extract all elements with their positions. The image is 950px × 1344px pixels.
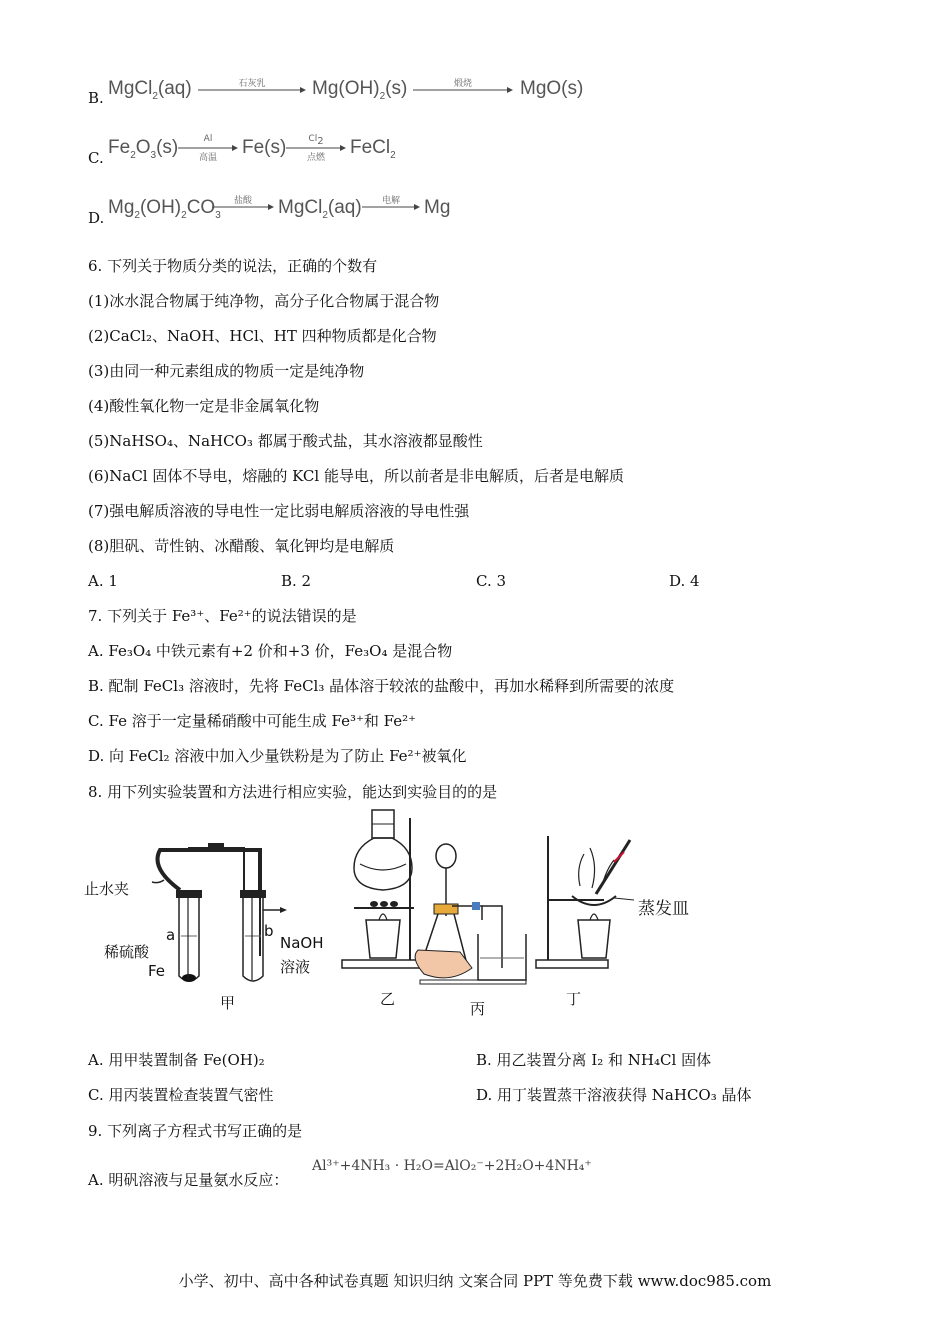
question-stem: 7. 下列关于 Fe³⁺、Fe²⁺的说法错误的是 [88, 607, 357, 625]
question-stem: 6. 下列关于物质分类的说法，正确的个数有 [88, 257, 378, 275]
choice-a[interactable]: A. 用甲装置制备 Fe(OH)₂ [88, 1051, 265, 1069]
product-mgcl2-aq: MgCl$_2$(aq) [278, 197, 362, 221]
arrow-al: Al 高温 [178, 136, 238, 162]
caption-jia: 甲 [220, 994, 236, 1012]
page-footer: 小学、初中、高中各种试卷真题 知识归纳 文案合同 PPT 等免费下载 www.doc985.com [178, 1272, 772, 1290]
product-mgo: MgO(s) [520, 78, 584, 99]
choice-a[interactable]: A. Fe₃O₄ 中铁元素有+2 价和+3 价，Fe₃O₄ 是混合物 [88, 642, 453, 660]
option-label-c: C. [88, 149, 104, 167]
choice-d[interactable]: D. 4 [669, 572, 700, 590]
label-fe: Fe [148, 962, 166, 980]
label-a: a [166, 926, 176, 944]
label-dilute-acid: 稀硫酸 [104, 943, 150, 961]
choice-d[interactable]: D. 用丁装置蒸干溶液获得 NaHCO₃ 晶体 [476, 1086, 752, 1104]
label-naoh: NaOH [280, 934, 324, 952]
arrow-cl2: $Cl_2$ 点燃 [286, 136, 346, 162]
statement-item: (8)胆矾、苛性钠、冰醋酸、氧化钾均是电解质 [88, 537, 395, 555]
statement-item: (7)强电解质溶液的导电性一定比弱电解质溶液的导电性强 [88, 502, 470, 520]
statement-item: (5)NaHSO₄、NaHCO₃ 都属于酸式盐，其水溶液都显酸性 [88, 432, 483, 450]
product-mg: Mg [424, 197, 451, 218]
arrow-calcine: 煅烧 [413, 80, 513, 100]
label-b: b [264, 922, 274, 940]
reactant-mgcl2: MgCl$_2$(aq) [108, 78, 192, 102]
question-stem: 9. 下列离子方程式书写正确的是 [88, 1122, 303, 1140]
label-clamp: 止水夹 [84, 880, 130, 898]
statement-item: (2)CaCl₂、NaOH、HCl、HT 四种物质都是化合物 [88, 327, 437, 345]
caption-yi: 乙 [380, 990, 396, 1008]
option-label-d: D. [88, 209, 105, 227]
product-mgoh2: $Mg(OH)_2(s)$ [312, 78, 408, 102]
label-evaporating-dish: 蒸发皿 [638, 899, 689, 919]
question-stem: 8. 用下列实验装置和方法进行相应实验，能达到实验目的的是 [88, 783, 498, 801]
statement-item: (3)由同一种元素组成的物质一定是纯净物 [88, 362, 365, 380]
label-solution: 溶液 [280, 958, 311, 976]
statement-item: (4)酸性氧化物一定是非金属氧化物 [88, 397, 320, 415]
apparatus-drawing [84, 808, 724, 1020]
ionic-equation: Al³⁺+4NH₃ · H₂O=AlO₂⁻+2H₂O+4NH₄⁺ [312, 1158, 592, 1174]
choice-a[interactable]: A. 明矾溶液与足量氨水反应： [88, 1171, 289, 1189]
arrow-lime: 石灰乳 [198, 80, 306, 100]
choice-c[interactable]: C. 用丙装置检查装置气密性 [88, 1086, 274, 1104]
product-fecl2: FeCl$_2$ [350, 137, 396, 161]
arrow-electrolysis: 电解 [362, 197, 420, 217]
statement-item: (6)NaCl 固体不导电，熔融的 KCl 能导电，所以前者是非电解质，后者是电解质 [88, 467, 624, 485]
caption-ding: 丁 [566, 990, 582, 1008]
choice-b[interactable]: B. 配制 FeCl₃ 溶液时，先将 FeCl₃ 晶体溶于较浓的盐酸中，再加水稀释到所需要的浓度 [88, 677, 675, 695]
arrow-hcl: 盐酸 [212, 197, 274, 217]
choice-a[interactable]: A. 1 [88, 572, 118, 590]
choice-c[interactable]: C. 3 [476, 572, 507, 590]
reactant-basic-mgco3: $Mg_2(OH)_2CO_3$ [108, 197, 221, 221]
choice-b[interactable]: B. 2 [281, 572, 312, 590]
choice-b[interactable]: B. 用乙装置分离 I₂ 和 NH₄Cl 固体 [476, 1051, 712, 1069]
reactant-fe2o3: $Fe_2O_3(s)$ [108, 137, 179, 161]
caption-bing: 丙 [470, 1000, 486, 1018]
choice-c[interactable]: C. Fe 溶于一定量稀硝酸中可能生成 Fe³⁺和 Fe²⁺ [88, 712, 417, 730]
choice-d[interactable]: D. 向 FeCl₂ 溶液中加入少量铁粉是为了防止 Fe²⁺被氧化 [88, 747, 467, 765]
apparatus-figure [84, 808, 724, 1020]
option-label-b: B. [88, 89, 104, 107]
statement-item: (1)冰水混合物属于纯净物，高分子化合物属于混合物 [88, 292, 440, 310]
product-fe: Fe(s) [242, 137, 287, 158]
